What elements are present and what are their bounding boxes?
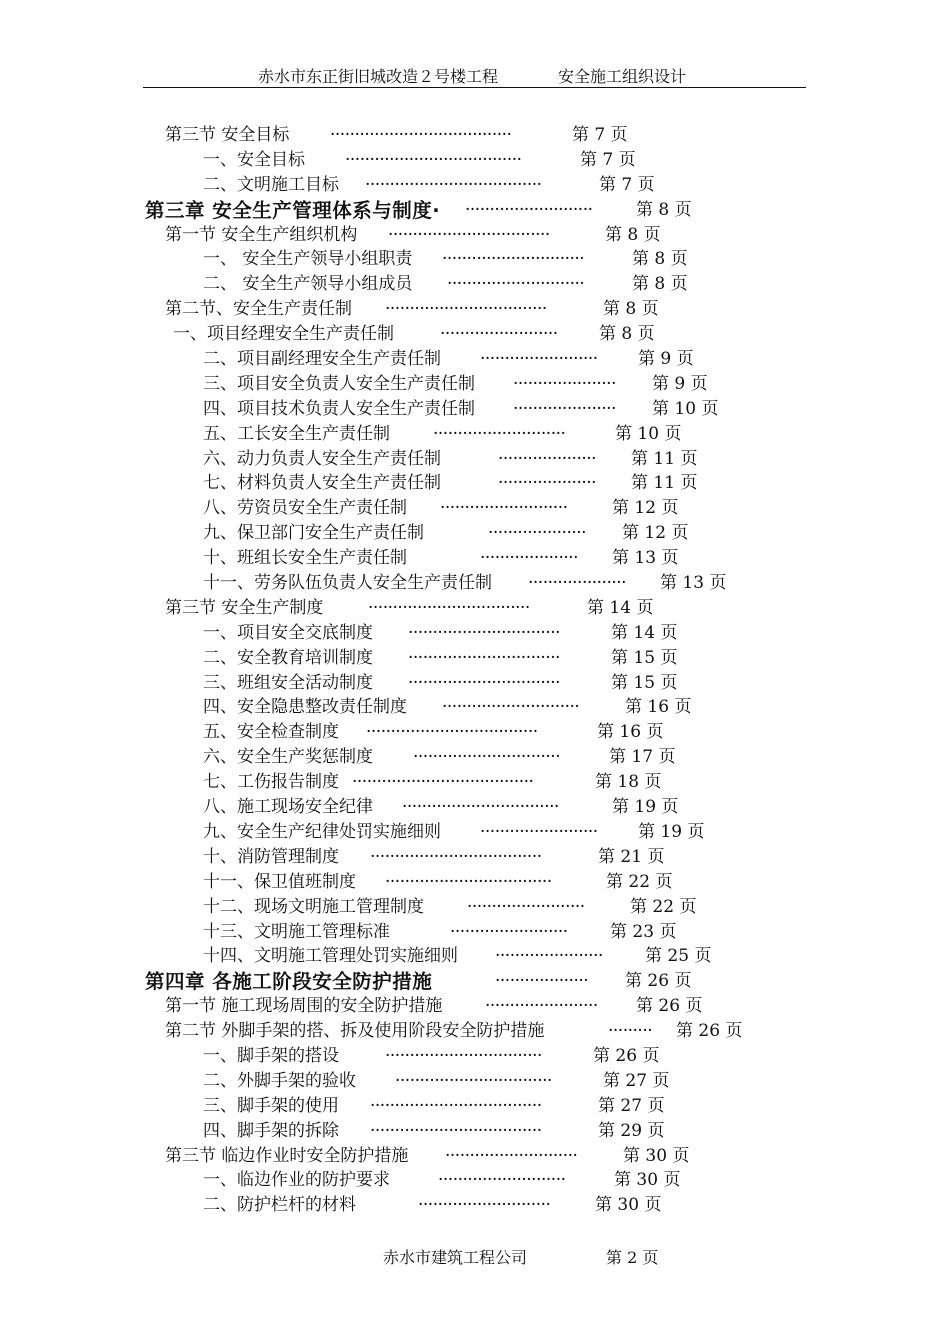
toc-entry-page: 第 14 页 — [587, 597, 654, 618]
toc-entry-page: 第 18 页 — [595, 772, 662, 793]
toc-section-entry[interactable] — [0, 297, 950, 322]
footer-page-number: 第 2 页 — [606, 1248, 659, 1267]
toc-entry-page: 第 26 页 — [636, 996, 703, 1017]
toc-item-entry[interactable] — [0, 671, 950, 696]
toc-entry-title: 九、保卫部门安全生产责任制 — [203, 523, 424, 544]
toc-item-entry[interactable] — [0, 695, 950, 720]
toc-entry-page: 第 7 页 — [572, 125, 628, 145]
toc-entry-page: 第 26 页 — [625, 971, 692, 992]
toc-section-entry[interactable] — [0, 596, 950, 621]
toc-entry-title: 九、安全生产纪律处罚实施细则 — [203, 821, 441, 842]
toc-entry-title: 十一、保卫值班制度 — [203, 871, 356, 892]
toc-dot-leader: ···················· — [528, 573, 627, 594]
toc-dot-leader: ································ — [385, 1045, 542, 1066]
toc-entry-title: 六、安全生产奖惩制度 — [203, 747, 373, 768]
toc-entry-title: 十四、文明施工管理处罚实施细则 — [203, 946, 458, 967]
toc-dot-leader: ································ — [402, 797, 559, 818]
toc-entry-page: 第 27 页 — [603, 1070, 670, 1091]
toc-item-entry[interactable] — [0, 646, 950, 671]
toc-dot-leader: ······························· — [408, 672, 561, 693]
toc-dot-leader: ···························· — [447, 274, 585, 295]
toc-entry-page: 第 21 页 — [598, 846, 665, 867]
toc-entry-page: 第 10 页 — [652, 398, 719, 419]
toc-item-entry[interactable] — [0, 845, 950, 870]
toc-item-entry[interactable] — [0, 870, 950, 895]
toc-item-entry[interactable] — [0, 944, 950, 969]
toc-entry-page: 第 8 页 — [632, 249, 688, 270]
toc-entry-page: 第 30 页 — [595, 1195, 662, 1216]
toc-entry-title: 六、动力负责人安全生产责任制 — [203, 448, 441, 469]
toc-section-entry[interactable] — [0, 223, 950, 248]
toc-dot-leader: ·························· — [438, 1170, 566, 1191]
toc-entry-page: 第 14 页 — [611, 622, 678, 643]
toc-item-entry[interactable] — [0, 247, 950, 272]
toc-dot-leader: ································· — [388, 224, 550, 245]
toc-entry-page: 第 11 页 — [631, 473, 698, 494]
toc-item-entry[interactable] — [0, 173, 950, 198]
toc-entry-title: 七、材料负责人安全生产责任制 — [203, 473, 441, 494]
toc-entry-page: 第 7 页 — [580, 149, 636, 170]
toc-dot-leader: ························ — [480, 349, 598, 370]
toc-entry-page: 第 13 页 — [660, 573, 727, 594]
toc-entry-title: 第一节 安全生产组织机构 — [165, 224, 358, 245]
toc-entry-page: 第 10 页 — [615, 423, 682, 444]
toc-entry-page: 第 8 页 — [636, 199, 692, 220]
toc-entry-title: 十、消防管理制度 — [203, 846, 339, 867]
toc-entry-title: 一、安全目标 — [203, 149, 305, 170]
toc-entry-title: 三、班组安全活动制度 — [203, 672, 373, 693]
toc-item-entry[interactable] — [0, 795, 950, 820]
toc-item-entry[interactable] — [0, 820, 950, 845]
toc-entry-page: 第 16 页 — [625, 697, 692, 718]
toc-dot-leader: ································ — [395, 1070, 552, 1091]
toc-entry-page: 第 26 页 — [676, 1021, 743, 1042]
toc-dot-leader: ································· — [385, 299, 547, 320]
toc-item-entry[interactable] — [0, 1069, 950, 1094]
toc-dot-leader: ····································· — [352, 772, 534, 793]
toc-entry-title: 八、劳资员安全生产责任制 — [203, 498, 407, 519]
toc-item-entry[interactable] — [0, 1193, 950, 1218]
toc-chapter-entry[interactable] — [0, 198, 950, 223]
toc-entry-title: 十一、劳务队伍负责人安全生产责任制 — [203, 573, 492, 594]
toc-entry-title: 二、安全教育培训制度 — [203, 647, 373, 668]
toc-item-entry[interactable] — [0, 148, 950, 173]
toc-entry-page: 第 30 页 — [623, 1145, 690, 1166]
toc-entry-title: 二、防护栏杆的材料 — [203, 1195, 356, 1216]
toc-entry-title: 十、班组长安全生产责任制 — [203, 548, 407, 569]
toc-dot-leader: ································· — [368, 597, 530, 618]
toc-entry-title: 第二节、安全生产责任制 — [165, 299, 352, 320]
toc-item-entry[interactable] — [0, 745, 950, 770]
toc-dot-leader: ························ — [440, 324, 558, 345]
toc-entry-title: 二、 安全生产领导小组成员 — [203, 274, 413, 295]
toc-entry-page: 第 22 页 — [630, 896, 697, 917]
toc-item-entry[interactable] — [0, 1044, 950, 1069]
toc-dot-leader: ························ — [480, 821, 598, 842]
toc-entry-title: 二、文明施工目标 — [203, 174, 339, 195]
toc-item-entry[interactable] — [0, 496, 950, 521]
toc-item-entry[interactable] — [0, 1119, 950, 1144]
toc-item-entry[interactable] — [0, 397, 950, 422]
header-divider — [143, 87, 806, 88]
toc-item-entry[interactable] — [0, 347, 950, 372]
toc-entry-page: 第 11 页 — [631, 448, 698, 469]
toc-item-entry[interactable] — [0, 521, 950, 546]
toc-entry-page: 第 22 页 — [606, 871, 673, 892]
toc-entry-page: 第 13 页 — [612, 548, 679, 569]
toc-dot-leader: ··························· — [433, 423, 566, 444]
toc-entry-title: 五、安全检查制度 — [203, 722, 339, 743]
toc-entry-title: 四、安全隐患整改责任制度 — [203, 697, 407, 718]
toc-entry-page: 第 30 页 — [614, 1170, 681, 1191]
toc-dot-leader: ··································· — [370, 1120, 542, 1141]
toc-dot-leader: ···················· — [488, 523, 587, 544]
header-project-title: 赤水市东正街旧城改造２号楼工程 — [258, 67, 499, 86]
toc-entry-title: 十二、现场文明施工管理制度 — [203, 896, 424, 917]
toc-dot-leader: ························ — [450, 921, 568, 942]
toc-entry-title: 一、脚手架的搭设 — [203, 1045, 339, 1066]
toc-entry-title: 三、项目安全负责人安全生产责任制 — [203, 373, 475, 394]
toc-item-entry[interactable] — [0, 372, 950, 397]
toc-entry-page: 第 8 页 — [603, 299, 659, 320]
toc-item-entry[interactable] — [0, 546, 950, 571]
toc-dot-leader: ······················· — [485, 996, 598, 1017]
toc-dot-leader: ······························· — [408, 647, 561, 668]
header-document-title: 安全施工组织设计 — [558, 67, 687, 86]
toc-entry-page: 第 15 页 — [611, 672, 678, 693]
toc-entry-page: 第 26 页 — [593, 1045, 660, 1066]
toc-entry-title: 八、施工现场安全纪律 — [203, 797, 373, 818]
toc-entry-page: 第 9 页 — [652, 373, 708, 394]
toc-entry-title: 七、工伤报告制度 — [203, 772, 339, 793]
toc-item-entry[interactable] — [0, 895, 950, 920]
toc-section-entry[interactable] — [0, 1144, 950, 1169]
toc-entry-page: 第 9 页 — [638, 349, 694, 370]
toc-dot-leader: ··························· — [445, 1145, 578, 1166]
toc-entry-title: 四、脚手架的拆除 — [203, 1120, 339, 1141]
toc-entry-title: 五、工长安全生产责任制 — [203, 423, 390, 444]
toc-dot-leader: ··································· — [370, 1095, 542, 1116]
toc-dot-leader: ···················· — [498, 448, 597, 469]
toc-dot-leader: ···························· — [442, 697, 580, 718]
toc-dot-leader: ··························· — [418, 1195, 551, 1216]
toc-dot-leader: ··················· — [495, 971, 589, 992]
toc-entry-page: 第 12 页 — [612, 498, 679, 519]
page-header — [0, 62, 950, 86]
toc-dot-leader: ······················ — [495, 946, 603, 967]
toc-dot-leader: ·························· — [440, 498, 568, 519]
toc-dot-leader: ···················· — [498, 473, 597, 494]
toc-entry-title: 一、项目安全交底制度 — [203, 622, 373, 643]
toc-dot-leader: ························ — [467, 896, 585, 917]
toc-item-entry[interactable] — [0, 1168, 950, 1193]
toc-item-entry[interactable] — [0, 1094, 950, 1119]
toc-dot-leader: ··································· — [366, 722, 538, 743]
toc-entry-page: 第 8 页 — [599, 324, 655, 345]
toc-section-entry[interactable] — [0, 123, 950, 148]
toc-entry-page: 第 19 页 — [612, 797, 679, 818]
toc-entry-title: 第一节 施工现场周围的安全防护措施 — [165, 996, 443, 1017]
toc-dot-leader: ······························ — [413, 747, 561, 768]
toc-entry-title: 二、项目副经理安全生产责任制 — [203, 349, 441, 370]
toc-entry-page: 第 7 页 — [599, 174, 655, 195]
toc-entry-title: 四、项目技术负责人安全生产责任制 — [203, 398, 475, 419]
toc-entry-title: 一、 安全生产领导小组职责 — [203, 249, 413, 270]
toc-dot-leader: ····················· — [513, 398, 616, 419]
footer-company: 赤水市建筑工程公司 — [383, 1248, 528, 1267]
page-footer — [0, 1245, 950, 1269]
toc-chapter-entry[interactable] — [0, 969, 950, 994]
toc-entry-page: 第 12 页 — [622, 523, 689, 544]
toc-entry-page: 第 27 页 — [598, 1095, 665, 1116]
table-of-contents — [0, 123, 950, 1218]
toc-item-entry[interactable] — [0, 920, 950, 945]
toc-entry-page: 第 16 页 — [597, 722, 664, 743]
toc-section-entry[interactable] — [0, 1019, 950, 1044]
toc-dot-leader: ····························· — [442, 249, 585, 270]
toc-item-entry[interactable] — [0, 770, 950, 795]
toc-entry-title: 二、外脚手架的验收 — [203, 1070, 356, 1091]
toc-dot-leader: ······························· — [408, 622, 561, 643]
toc-entry-title: 第四章 各施工阶段安全防护措施 — [145, 970, 433, 994]
toc-dot-leader: ···································· — [345, 149, 522, 170]
toc-entry-page: 第 8 页 — [605, 224, 661, 245]
toc-entry-title: 第三节 安全目标 — [165, 125, 290, 145]
toc-dot-leader: ···································· — [365, 174, 542, 195]
toc-dot-leader: ····································· — [330, 125, 512, 145]
toc-item-entry[interactable] — [0, 720, 950, 745]
toc-dot-leader: ····················· — [513, 373, 616, 394]
toc-entry-title: 三、脚手架的使用 — [203, 1095, 339, 1116]
toc-entry-page: 第 25 页 — [645, 946, 712, 967]
toc-dot-leader: ·································· — [385, 871, 552, 892]
toc-entry-page: 第 23 页 — [610, 921, 677, 942]
toc-dot-leader: ··································· — [370, 846, 542, 867]
toc-entry-page: 第 15 页 — [611, 647, 678, 668]
toc-dot-leader: ·························· — [465, 199, 593, 220]
toc-entry-title: 一、临边作业的防护要求 — [203, 1170, 390, 1191]
toc-item-entry[interactable] — [0, 272, 950, 297]
toc-entry-title: 十三、文明施工管理标准 — [203, 921, 390, 942]
toc-entry-page: 第 19 页 — [638, 821, 705, 842]
toc-entry-page: 第 8 页 — [632, 274, 688, 295]
toc-item-entry[interactable] — [0, 422, 950, 447]
toc-entry-title: 第二节 外脚手架的搭、拆及使用阶段安全防护措施 — [165, 1021, 545, 1042]
toc-item-entry[interactable] — [0, 322, 950, 347]
toc-entry-page: 第 29 页 — [598, 1120, 665, 1141]
toc-item-entry[interactable] — [0, 471, 950, 496]
toc-dot-leader: ········· — [608, 1021, 653, 1042]
toc-item-entry[interactable] — [0, 571, 950, 596]
toc-section-entry[interactable] — [0, 994, 950, 1019]
toc-entry-page: 第 17 页 — [609, 747, 676, 768]
toc-dot-leader: ···················· — [480, 548, 579, 569]
toc-entry-title: 一、项目经理安全生产责任制 — [173, 324, 394, 345]
toc-item-entry[interactable] — [0, 447, 950, 472]
toc-entry-title: 第三节 临边作业时安全防护措施 — [165, 1145, 409, 1166]
toc-entry-title: 第三章 安全生产管理体系与制度· — [145, 198, 441, 222]
toc-item-entry[interactable] — [0, 621, 950, 646]
toc-entry-title: 第三节 安全生产制度 — [165, 597, 324, 618]
